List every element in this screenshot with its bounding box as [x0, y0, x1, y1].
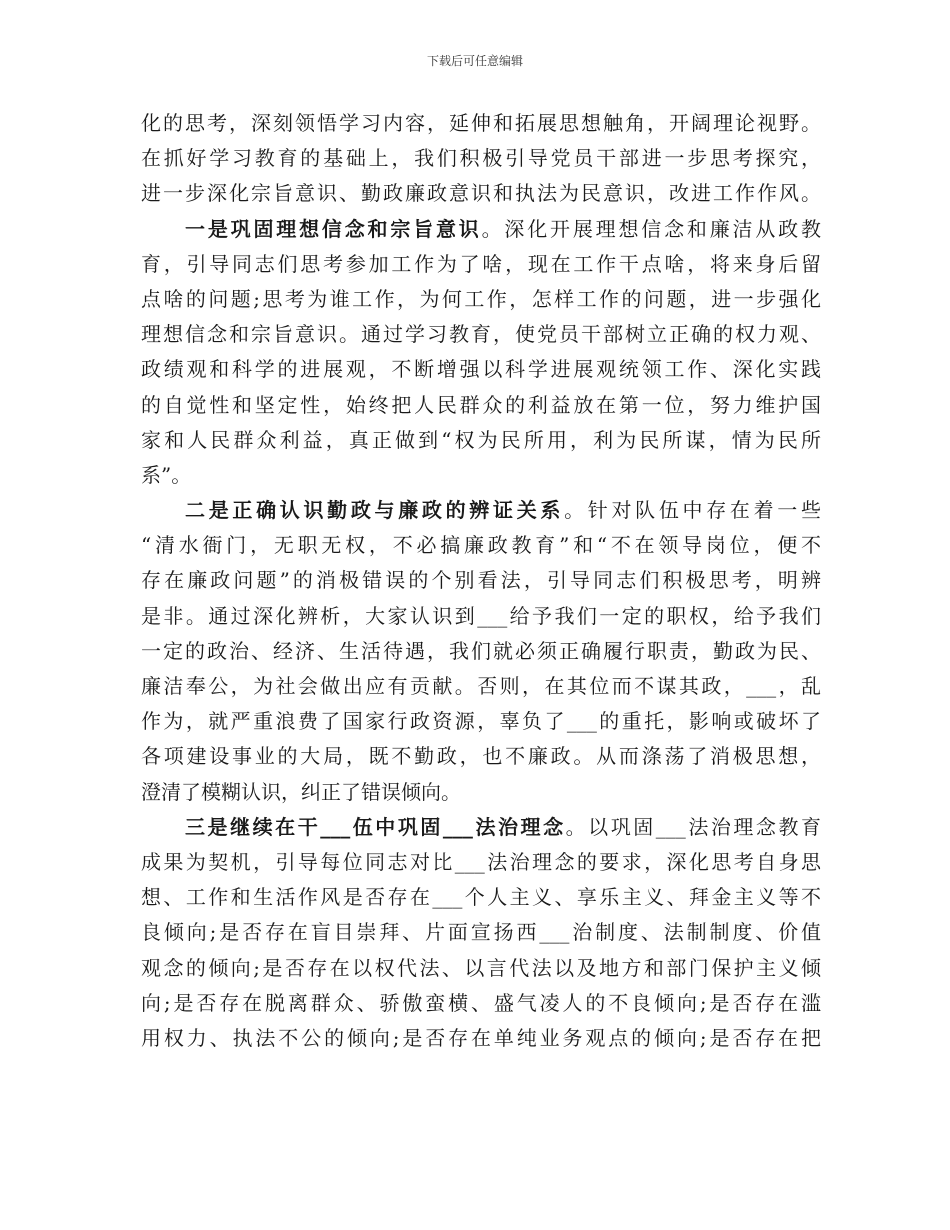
document-body [141, 106, 821, 1056]
body-text: 家和人民群众利益，真正做到“权为民所用，利为民所谋，情为民所 [141, 427, 821, 452]
text-line [141, 634, 821, 669]
body-text: 育，引导同志们思考参加工作为了啥，现在工作干点啥，将来身后留 [141, 251, 821, 276]
text-line [141, 775, 821, 810]
body-text: 。以巩固___法治理念教育 [565, 814, 821, 839]
body-text: 是非。通过深化辨析，大家认识到___给予我们一定的职权，给予我们 [141, 603, 821, 628]
text-line [141, 951, 821, 986]
text-line [141, 669, 821, 704]
body-text: 点啥的问题;思考为谁工作，为何工作，怎样工作的问题，进一步强化 [141, 286, 821, 311]
body-text: 各项建设事业的大局，既不勤政，也不廉政。从而涤荡了消极思想， [141, 744, 821, 769]
text-line [141, 212, 821, 247]
body-text: 成果为契机，引导每位同志对比___法治理念的要求，深化思考自身思 [141, 849, 821, 874]
text-line [141, 845, 821, 880]
body-text: 廉洁奉公，为社会做出应有贡献。否则，在其位而不谋其政，___，乱 [141, 674, 821, 698]
body-text: 。针对队伍中存在着一些 [564, 498, 821, 523]
text-line [141, 528, 821, 563]
text-line [141, 141, 821, 176]
text-line [141, 247, 821, 282]
body-text: 向;是否存在脱离群众、骄傲蛮横、盛气凌人的不良倾向;是否存在滥 [141, 990, 821, 1015]
body-text: 的自觉性和坚定性，始终把人民群众的利益放在第一位，努力维护国 [141, 392, 821, 417]
text-line [141, 106, 821, 141]
body-text: 理想信念和宗旨意识。通过学习教育，使党员干部树立正确的权力观、 [141, 322, 821, 347]
text-line [141, 810, 821, 845]
text-line [141, 739, 821, 774]
body-text: 在抓好学习教育的基础上，我们积极引导党员干部进一步思考探究， [141, 146, 821, 171]
text-line [141, 915, 821, 950]
body-text: 作为，就严重浪费了国家行政资源，辜负了___的重托，影响或破坏了 [141, 709, 821, 734]
text-line [141, 599, 821, 634]
body-text: 政绩观和科学的进展观，不断增强以科学进展观统领工作、深化实践 [141, 357, 821, 382]
body-text: 存在廉政问题”的消极错误的个别看法，引导同志们积极思考，明辨 [141, 568, 821, 593]
text-line [141, 493, 821, 528]
text-line [141, 352, 821, 387]
body-text: 用权力、执法不公的倾向;是否存在单纯业务观点的倾向;是否存在把 [141, 1025, 821, 1050]
text-line [141, 388, 821, 423]
body-text: 。深化开展理想信念和廉洁从政教 [481, 216, 821, 241]
text-line [141, 563, 821, 598]
section-heading: 二是正确认识勤政与廉政的辨证关系 [185, 498, 565, 523]
body-text: 进一步深化宗旨意识、勤政廉政意识和执法为民意识，改进工作作风。 [141, 181, 821, 206]
text-line [141, 1021, 821, 1056]
text-line [141, 458, 821, 493]
section-heading: 一是巩固理想信念和宗旨意识 [185, 216, 482, 241]
body-text: 澄清了模糊认识，纠正了错误倾向。 [141, 779, 461, 804]
text-line [141, 704, 821, 739]
body-text: 观念的倾向;是否存在以权代法、以言代法以及地方和部门保护主义倾 [141, 955, 821, 980]
text-line [141, 282, 821, 317]
body-text: “清水衙门，无职无权，不必搞廉政教育”和“不在领导岗位，便不 [141, 533, 821, 558]
body-text: 一定的政治、经济、生活待遇，我们就必须正确履行职责，勤政为民、 [141, 638, 821, 663]
body-text: 良倾向;是否存在盲目崇拜、片面宣扬西___治制度、法制制度、价值 [141, 920, 821, 945]
body-text: 系”。 [141, 462, 192, 487]
text-line [141, 880, 821, 915]
text-line [141, 986, 821, 1021]
page-header: 下载后可任意编辑 [426, 54, 523, 68]
text-line [141, 317, 821, 352]
text-line [141, 423, 821, 458]
section-heading: 三是继续在干___伍中巩固___法治理念 [185, 814, 566, 839]
body-text: 想、工作和生活作风是否存在___个人主义、享乐主义、拜金主义等不 [141, 885, 821, 910]
text-line [141, 176, 821, 211]
body-text: 化的思考，深刻领悟学习内容，延伸和拓展思想触角，开阔理论视野。 [141, 111, 821, 135]
